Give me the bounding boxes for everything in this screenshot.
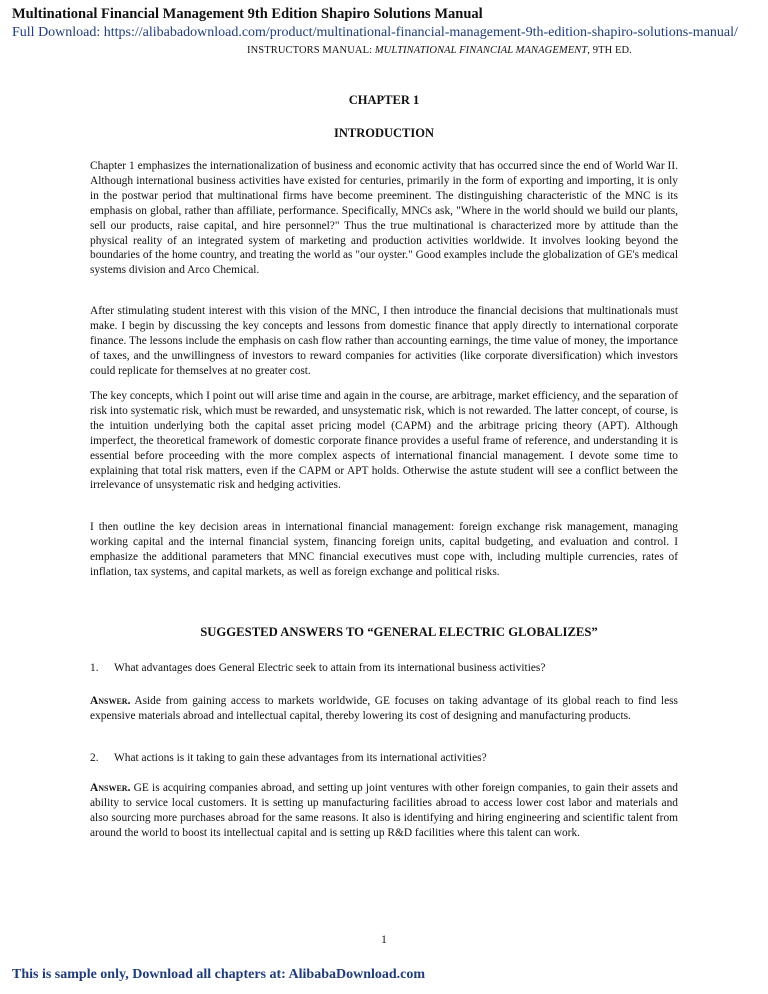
download-label: Full Download: [12,25,104,40]
paragraph-2: After stimulating student interest with this vision of the MNC, I then introduce the financial decisions that multinationals must make. I begin by discussing the key concepts and lessons from domestic finance that apply directly to international corporate finance. The lessons include the emphasis on cash flow rather than accounting earnings, the time value of money, the importance of taxes, and the unwillingness of investors to reward companies for activities (like corporate diversification) which investors could replicate for themselves at no greater cost. [90,305,678,377]
chapter-title: INTRODUCTION [333,126,434,140]
question-number: 2. [90,752,99,764]
paragraph-1: Chapter 1 emphasizes the internationalization of business and economic activity that has occurred since the end of World War II. Although international business activities have existed for centuries, primarily in the form of exporting and importing, it is only in the postwar period that multinational firms have become preeminent. The distinguishing characteristic of the MNC is its emphasis on global, rather than affiliate, performance. Specifically, MNCs ask, "Where in the world should we build our plants, sell our products, raise capital, and hire personnel?" Thus the true multinational is characterized more by attitude than the physical reality of an integrated system of marketing and production activities worldwide. It involves looking beyond the boundaries of the home country, and treating the world as "our oyster." Good examples include the globalization of GE's medical systems division and Arco Chemical. [90,160,678,277]
paragraph-4: I then outline the key decision areas in international financial management: foreign exchange risk management, managing working capital and the internal financial system, financing foreign units, capital budgeting, and evaluation and control. I emphasize the additional parameters that MNC financial executives must cope with, including multiple currencies, rates of inflation, tax systems, and capital markets, as well as foreign exchange and political risks. [90,521,678,578]
answer-1 [90,694,678,724]
question-1 [90,661,678,676]
running-head [247,45,632,56]
question-number: 1. [90,662,99,674]
question-text: What actions is it taking to gain these advantages from its international activities? [114,752,487,764]
section-heading: SUGGESTED ANSWERS TO “GENERAL ELECTRIC GLOBALIZES” [200,625,598,639]
answer-label: Answer. [90,782,131,794]
running-head-title: MULTINATIONAL FINANCIAL MANAGEMENT [374,45,588,56]
paragraph-3: The key concepts, which I point out will arise time and again in the course, are arbitrage, market efficiency, and the separation of risk into systematic risk, which must be rewarded, and unsystematic risk, which is not rewarded. The latter concept, of course, is the intuition underlying both the capital asset pricing model (CAPM) and the arbitrage pricing theory (APT). Although imperfect, the theoretical framework of domestic corporate finance provides a useful frame of reference, and understanding it is essential before proceeding with the more complex aspects of international financial management. I devote some time to explaining that total risk matters, even if the CAPM or APT holds. Otherwise the astute student will see a conflict between the irrelevance of unsystematic risk and hedging activities. [90,390,678,492]
document-title: Multinational Financial Management 9th Edition Shapiro Solutions Manual [12,6,483,22]
download-line [12,25,738,41]
answer-text: Aside from gaining access to markets worldwide, GE focuses on taking advantage of its global reach to find less expensive materials abroad and intellectual capital, thereby lowering its cost of designing and manufacturing products. [90,695,678,722]
question-2 [90,751,678,766]
answer-2 [90,781,678,841]
answer-label: Answer. [90,695,131,707]
running-head-prefix: INSTRUCTORS MANUAL: [247,45,375,56]
chapter-number: CHAPTER 1 [348,93,420,107]
running-head-suffix: , 9TH ED. [587,45,632,56]
answer-text: GE is acquiring companies abroad, and setting up joint ventures with other foreign companies, to gain their assets and ability to service local customers. It is setting up manufacturing facilities abroad to access lower cost labor and materials and also sourcing more purchases abroad for the same reasons. It also is identifying and hiring engineering and scientific talent from around the world to boost its intellectual capital and is setting up R&D facilities where this talent can work. [90,782,678,839]
page-number: 1 [381,934,387,946]
footer-notice: This is sample only, Download all chapters at: AlibabaDownload.com [12,967,426,982]
download-link[interactable]: https://alibabadownload.com/product/multinational-financial-management-9th-edition-shapiro-solutions-manual/ [103,25,738,40]
question-text: What advantages does General Electric seek to attain from its international business activities? [114,662,546,674]
